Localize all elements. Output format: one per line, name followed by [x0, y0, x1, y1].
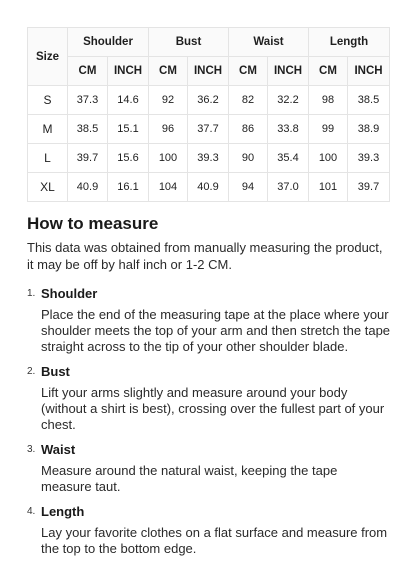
- table-cell: 15.6: [108, 144, 149, 173]
- table-cell: 37.7: [188, 115, 229, 144]
- table-cell: 39.3: [348, 144, 390, 173]
- table-cell: 100: [309, 144, 348, 173]
- step-number: 2.: [27, 366, 36, 377]
- step-description: Lay your favorite clothes on a flat surface and measure from the top to the bottom edge.: [41, 525, 388, 556]
- step-title: Bust: [41, 364, 70, 379]
- table-cell: 40.9: [68, 173, 108, 202]
- table-cell: 99: [309, 115, 348, 144]
- table-cell: 39.3: [188, 144, 229, 173]
- unit-header: CM: [149, 57, 188, 86]
- unit-header: CM: [68, 57, 108, 86]
- table-cell: 94: [229, 173, 268, 202]
- table-cell: 35.4: [268, 144, 309, 173]
- table-cell: 33.8: [268, 115, 309, 144]
- table-row: [28, 86, 390, 115]
- step-number: 4.: [27, 506, 36, 517]
- size-cell: XL: [28, 173, 68, 202]
- table-cell: 38.9: [348, 115, 390, 144]
- size-chart-table: [27, 27, 390, 202]
- table-row: [28, 115, 390, 144]
- step-title: Length: [41, 504, 85, 519]
- table-cell: 39.7: [68, 144, 108, 173]
- size-cell: L: [28, 144, 68, 173]
- unit-header: CM: [229, 57, 268, 86]
- table-cell: 16.1: [108, 173, 149, 202]
- unit-header: INCH: [348, 57, 390, 86]
- size-cell: S: [28, 86, 68, 115]
- step-number: 1.: [27, 288, 36, 299]
- table-cell: 96: [149, 115, 188, 144]
- table-header-groups: [28, 28, 390, 57]
- step-waist: [27, 441, 391, 495]
- unit-header: INCH: [188, 57, 229, 86]
- group-header-length: Length: [309, 28, 390, 57]
- group-header-shoulder: Shoulder: [68, 28, 149, 57]
- table-cell: 36.2: [188, 86, 229, 115]
- step-title: Waist: [41, 442, 76, 457]
- step-length: [27, 503, 391, 557]
- table-cell: 90: [229, 144, 268, 173]
- table-cell: 37.3: [68, 86, 108, 115]
- table-cell: 38.5: [68, 115, 108, 144]
- table-cell: 37.0: [268, 173, 309, 202]
- table-cell: 38.5: [348, 86, 390, 115]
- table-header-units: [28, 57, 390, 86]
- table-cell: 104: [149, 173, 188, 202]
- size-cell: M: [28, 115, 68, 144]
- table-cell: 14.6: [108, 86, 149, 115]
- table-row: [28, 144, 390, 173]
- table-cell: 101: [309, 173, 348, 202]
- intro-text: This data was obtained from manually measuring the product, it may be off by half inch or 1-2 CM.: [27, 240, 383, 272]
- table-cell: 40.9: [188, 173, 229, 202]
- table-cell: 15.1: [108, 115, 149, 144]
- step-title: Shoulder: [41, 286, 98, 301]
- group-header-waist: Waist: [229, 28, 309, 57]
- unit-header: CM: [309, 57, 348, 86]
- table-cell: 86: [229, 115, 268, 144]
- table-cell: 39.7: [348, 173, 390, 202]
- table-cell: 98: [309, 86, 348, 115]
- step-number: 3.: [27, 444, 36, 455]
- step-description: Lift your arms slightly and measure around your body (without a shirt is best), crossing over the fullest part of your chest.: [41, 385, 385, 432]
- section-title: How to measure: [27, 214, 159, 233]
- step-bust: [27, 363, 391, 433]
- unit-header: INCH: [108, 57, 149, 86]
- table-cell: 32.2: [268, 86, 309, 115]
- step-description: Measure around the natural waist, keeping the tape measure taut.: [41, 463, 338, 494]
- table-cell: 92: [149, 86, 188, 115]
- measure-steps-list: [27, 285, 391, 557]
- size-column-header: Size: [28, 28, 68, 86]
- table-cell: 100: [149, 144, 188, 173]
- table-row: [28, 173, 390, 202]
- step-shoulder: [27, 285, 391, 355]
- group-header-bust: Bust: [149, 28, 229, 57]
- step-description: Place the end of the measuring tape at the place where your shoulder meets the top of your arm and then stretch the tape straight across to the tip of your other shoulder blade.: [41, 307, 391, 354]
- unit-header: INCH: [268, 57, 309, 86]
- how-to-measure-section: [27, 213, 391, 565]
- table-cell: 82: [229, 86, 268, 115]
